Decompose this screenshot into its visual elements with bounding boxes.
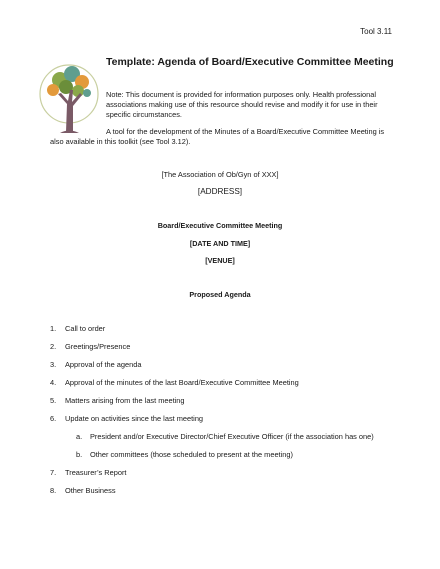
agenda-item-text: Call to order <box>65 324 106 333</box>
association-name: [The Association of Ob/Gyn of XXX] <box>161 170 279 179</box>
tool-reference-note: A tool for the development of the Minutes of a Board/Executive Committee Meeting is also available in this toolkit (see Tool 3.12). <box>50 127 385 147</box>
date-time-placeholder: [DATE AND TIME] <box>189 239 251 248</box>
agenda-item-text: Approval of the minutes of the last Board/Executive Committee Meeting <box>65 378 299 387</box>
agenda-item-number: 4. <box>50 378 57 387</box>
agenda-item-number: 2. <box>50 342 57 351</box>
address-placeholder: [ADDRESS] <box>197 187 243 196</box>
agenda-item-text: Greetings/Presence <box>65 342 131 351</box>
venue-placeholder: [VENUE] <box>205 256 235 265</box>
agenda-item-text: Update on activities since the last meeting <box>65 414 204 423</box>
agenda-item-text: Other Business <box>65 486 116 495</box>
agenda-item-text: Treasurer’s Report <box>65 468 127 477</box>
agenda-item-text: Matters arising from the last meeting <box>65 396 185 405</box>
agenda-item-number: 5. <box>50 396 57 405</box>
agenda-sub-item-letter: b. <box>76 450 83 459</box>
agenda-item-number: 1. <box>50 324 57 333</box>
meeting-title: Board/Executive Committee Meeting <box>157 221 283 230</box>
agenda-item-text: Approval of the agenda <box>65 360 142 369</box>
agenda-item-number: 8. <box>50 486 57 495</box>
page-title: Template: Agenda of Board/Executive Committee Meeting <box>106 56 394 68</box>
agenda-item-number: 3. <box>50 360 57 369</box>
agenda-sub-item-text: President and/or Executive Director/Chief Executive Officer (if the association has one) <box>90 432 374 441</box>
agenda-item-number: 6. <box>50 414 57 423</box>
tool-label: Tool 3.11 <box>360 27 392 36</box>
disclaimer-note: Note: This document is provided for information purposes only. Health professional associations making use of this resource should revise and modify it for use in their specific circumstances. <box>106 90 378 120</box>
agenda-sub-item-text: Other committees (those scheduled to present at the meeting) <box>90 450 293 459</box>
agenda-heading: Proposed Agenda <box>189 290 251 299</box>
agenda-item-number: 7. <box>50 468 57 477</box>
agenda-sub-item-letter: a. <box>76 432 83 441</box>
tree-logo-icon <box>38 60 100 136</box>
